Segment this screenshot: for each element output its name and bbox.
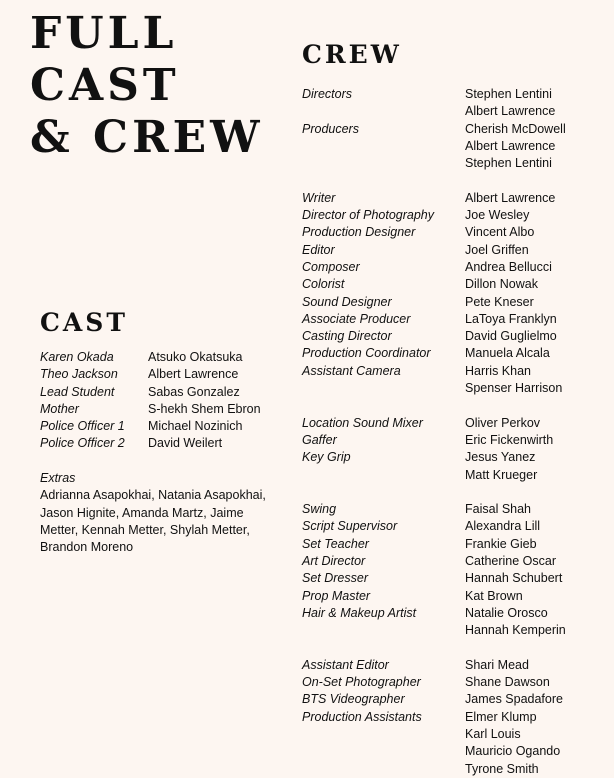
crew-name-list [465,588,523,605]
crew-name-list [465,328,557,345]
crew-name: Hannah Schubert [465,571,563,586]
crew-name: Eric Fickenwirth [465,432,554,447]
crew-row [302,536,566,553]
crew-role: Production Coordinator [302,346,431,361]
crew-name-list [465,501,531,518]
crew-name-list [465,86,555,121]
crew-name: Pete Kneser [465,294,534,309]
crew-row [302,553,566,570]
crew-name: Oliver Perkov [465,415,541,430]
cast-row [40,349,261,366]
crew-name: Albert Lawrence [465,190,556,205]
crew-name-list [465,345,550,362]
group-spacer [302,640,566,657]
extras-section [40,470,270,556]
crew-name: Alexandra Lill [465,519,541,534]
crew-row [302,190,566,207]
crew-row [302,432,566,449]
crew-row [302,276,566,293]
crew-name-list [465,449,537,484]
crew-row [302,691,566,708]
cast-actor-list [148,384,240,401]
crew-name: David Guglielmo [465,329,557,344]
cast-role: Karen Okada [40,350,114,364]
crew-row [302,674,566,691]
cast-actor: Atsuko Okatsuka [148,350,243,364]
crew-role: Art Director [302,554,366,569]
crew-name-list [465,276,538,293]
crew-role: Swing [302,502,337,517]
group-spacer [302,397,566,414]
cast-row [40,401,261,418]
crew-role: Set Dresser [302,571,368,586]
crew-name-list [465,311,557,328]
crew-row [302,311,566,328]
cast-actor: Albert Lawrence [148,367,239,382]
crew-role: Gaffer [302,432,337,447]
crew-name-list [465,259,552,276]
cast-role: Police Officer 2 [40,436,125,451]
crew-name: James Spadafore [465,692,563,707]
crew-name: Jesus Yanez [465,450,536,465]
crew-role: Colorist [302,277,345,292]
group-spacer [302,172,566,189]
extras-names: Adrianna Asapokhai, Natania Asapokhai, Jason Hignite, Amanda Martz, Jaime Metter, Kennah Metter, Shylah Metter, Brandon Moreno [40,488,266,555]
crew-name-list [465,657,529,674]
crew-role: Location Sound Mixer [302,415,423,430]
crew-name-list [465,207,529,224]
cast-actor-list [148,401,261,418]
crew-list [302,86,566,778]
crew-name: Albert Lawrence [465,138,556,153]
cast-row [40,384,261,401]
crew-role: On-Set Photographer [302,675,421,690]
crew-role: Writer [302,190,336,205]
crew-name: Vincent Albo [465,225,535,240]
cast-actor-list [148,366,238,383]
crew-name: Stephen Lentini [465,87,552,101]
cast-row [40,366,261,383]
crew-name-list [465,674,550,691]
crew-row [302,242,566,259]
crew-name: Matt Krueger [465,467,538,482]
crew-name-list [465,294,534,311]
crew-row [302,121,566,173]
crew-name: Frankie Gieb [465,536,537,551]
crew-name-list [465,224,534,241]
cast-row [40,435,261,452]
crew-name: Joel Griffen [465,242,529,257]
crew-name: Joe Wesley [465,208,530,223]
cast-list [40,349,261,453]
crew-row [302,709,566,778]
crew-role: Editor [302,242,335,257]
crew-name: Kat Brown [465,588,523,603]
crew-name-list [465,432,553,449]
crew-row [302,259,566,276]
crew-role: Producers [302,121,359,136]
crew-name-list [465,536,537,553]
crew-role: Associate Producer [302,311,411,326]
crew-name-list [465,691,563,708]
crew-role: Key Grip [302,450,351,465]
crew-row [302,518,566,535]
crew-name: Albert Lawrence [465,104,556,119]
crew-row [302,588,566,605]
cast-actor: Sabas Gonzalez [148,384,240,399]
crew-row [302,570,566,587]
cast-role: Theo Jackson [40,367,118,382]
crew-role: Production Assistants [302,709,422,724]
cast-heading: CAST [40,308,128,337]
page-title [30,8,264,164]
crew-row [302,86,566,121]
crew-row [302,657,566,674]
crew-role: Casting Director [302,329,392,344]
crew-heading: CREW [302,40,402,69]
title-line: & CREW [30,112,264,163]
crew-row [302,207,566,224]
crew-name-list [465,709,560,778]
crew-row [302,363,566,398]
crew-name: Natalie Orosco [465,605,548,620]
crew-role: Script Supervisor [302,519,398,534]
crew-name: Spenser Harrison [465,381,563,396]
crew-role: Prop Master [302,588,371,603]
crew-name: Manuela Alcala [465,346,550,361]
crew-row [302,415,566,432]
crew-role: BTS Videographer [302,692,405,707]
cast-role: Lead Student [40,384,115,399]
crew-name-list [465,570,562,587]
cast-actor: Michael Nozinich [148,419,243,434]
crew-name-list [465,190,555,207]
cast-role: Mother [40,401,79,416]
crew-name: Dillon Nowak [465,277,538,292]
cast-actor-list [148,418,242,435]
crew-name: Faisal Shah [465,502,532,517]
crew-name: Shane Dawson [465,675,550,690]
crew-row [302,345,566,362]
title-line: CAST [30,60,180,111]
crew-row [302,328,566,345]
crew-role: Production Designer [302,225,416,240]
crew-name: Cherish McDowell [465,121,566,136]
crew-row [302,449,566,484]
crew-row [302,605,566,640]
crew-name: Mauricio Ogando [465,744,561,759]
group-spacer [302,484,566,501]
extras-label: Extras [40,471,76,485]
crew-role: Assistant Editor [302,657,389,672]
crew-name-list [465,415,540,432]
crew-name: Harris Khan [465,363,531,378]
crew-name: Catherine Oscar [465,554,557,569]
crew-name: LaToya Franklyn [465,311,557,326]
title-line: FULL [30,8,178,59]
crew-name: Andrea Bellucci [465,259,552,274]
cast-actor: S-hekh Shem Ebron [148,401,261,416]
crew-name: Shari Mead [465,657,529,672]
crew-name-list [465,363,562,398]
crew-name: Karl Louis [465,726,521,741]
crew-role: Composer [302,259,360,274]
crew-row [302,501,566,518]
crew-row [302,294,566,311]
cast-row [40,418,261,435]
crew-name: Stephen Lentini [465,156,552,171]
cast-actor: David Weilert [148,436,223,451]
crew-name-list [465,121,566,173]
cast-actor-list [148,349,243,366]
crew-role: Sound Designer [302,294,392,309]
crew-name: Elmer Klump [465,709,537,724]
crew-name-list [465,518,540,535]
crew-role: Hair & Makeup Artist [302,605,417,620]
crew-name: Hannah Kemperin [465,623,566,638]
cast-actor-list [148,435,222,452]
crew-name-list [465,553,556,570]
crew-name: Tyrone Smith [465,761,539,776]
crew-role: Directors [302,87,353,101]
crew-role: Set Teacher [302,536,369,551]
crew-name-list [465,605,566,640]
crew-name-list [465,242,529,259]
crew-role: Director of Photography [302,208,435,223]
crew-row [302,224,566,241]
cast-role: Police Officer 1 [40,419,125,434]
crew-role: Assistant Camera [302,363,401,378]
